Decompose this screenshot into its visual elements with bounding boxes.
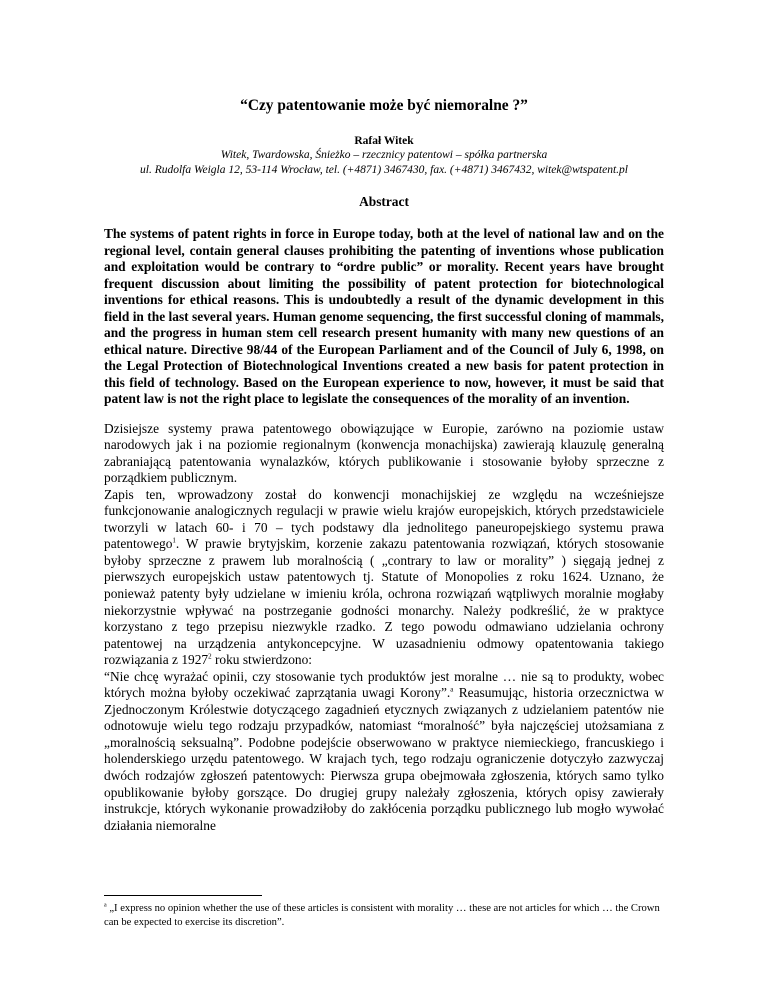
footnote-ref-1: 1 xyxy=(172,536,176,545)
abstract-heading: Abstract xyxy=(359,194,409,209)
body-text xyxy=(104,421,664,835)
footnote xyxy=(104,902,664,929)
document-page xyxy=(104,0,664,834)
affiliation-line-2: ul. Rudolfa Weigla 12, 53-114 Wrocław, tel. (+4871) 3467430, fax. (+4871) 3467432, witek@wtspatent.pl xyxy=(140,164,628,176)
body-paragraph-2-part-b: . W prawie brytyjskim, korzenie zakazu patentowania rozwiązań, których stosowanie byłoby sprzeczne z prawem lub moralnością ( „contrary to law or morality” ) sięgają jednej z pierwszych europejskich ustaw patentowych tj. Statute of Monopolies z roku 1624. Uznano, że ponieważ patenty były udzielane w imieniu króla, ochrona rozwiązań wątpliwych moralnie mogłaby niekorzystnie wpływać na postrzeganie godności monarchy. Należy podkreślić, że w praktyce korzystano z tego przepisu niezwykle rzadko. Z tego powodu odmawiano udzielania ochrony patentowej na urządzenia antykoncepcyjne. W uzasadnieniu odmowy opatentowania takiego rozwiązania z 1927 xyxy=(104,536,664,668)
affiliation-line-1: Witek, Twardowska, Śnieżko – rzecznicy patentowi – spółka partnerska xyxy=(220,149,548,161)
body-paragraph-2-part-a: Zapis ten, wprowadzony został do konwencji monachijskiej ze względu na wcześniejsze funkcjonowanie analogicznych regulacji w prawie wielu krajów europejskich, których przedstawiciele tworzyli w latach 60- i 70 – tych podstawy dla jednolitego paneuropejskiego systemu prawa patentowego xyxy=(104,486,664,552)
body-paragraph-3-part-a: “Nie chcę wyrażać opinii, czy stosowanie tych produktów jest moralne … nie są to produkty, wobec których można byłoby oczekiwać zaprzątania uwagi Korony”. xyxy=(104,668,664,701)
body-paragraph-3-part-b: Reasumując, historia orzecznictwa w Zjednoczonym Królestwie dotyczącego zagadnień etycznych związanych z udzielaniem patentów nie odnotowuje wielu tego rodzaju przypadków, natomiast “moralność” była najczęściej utożsamiana z „moralnością seksualną”. Podobne podejście obserwowano w praktyce niemieckiego, francuskiego i holenderskiego urzędu patentowego. W krajach tych, tego rodzaju ograniczenie dotyczyło zazwyczaj dwóch rodzajów zgłoszeń patentowych: Pierwsza grupa obejmowała zgłoszenia, których samo tylko opublikowanie byłoby gorszące. Do drugiej grupy należały zgłoszenia, których opisy zawierały instrukcje, których wykonanie prowadziłoby do zakłócenia porządku publicznego lub mogło wywołać działania niemoralne xyxy=(104,685,664,833)
footnote-ref-2: 2 xyxy=(208,652,212,661)
paper-title: “Czy patentowanie może być niemoralne ?” xyxy=(240,97,528,114)
footnote-marker: a xyxy=(104,902,107,909)
body-paragraph-2-part-c: roku stwierdzono: xyxy=(211,652,313,668)
footnote-ref-a: a xyxy=(450,685,454,694)
footnote-separator xyxy=(104,895,262,896)
author-name: Rafał Witek xyxy=(354,135,414,147)
footnote-text: „I express no opinion whether the use of these articles is consistent with morality … these are not articles for which … the Crown can be expected to exercise its discretion”. xyxy=(104,903,660,928)
body-paragraph-2 xyxy=(104,487,664,669)
body-paragraph-1: Dzisiejsze systemy prawa patentowego obowiązujące w Europie, zarówno na poziomie ustaw narodowych jak i na poziomie regionalnym (konwencja monachijska) zawierają klauzulę generalną zabraniającą patentowania wynalazków, których publikowanie i stosowanie byłoby sprzeczne z porządkiem publicznym. xyxy=(104,420,664,486)
abstract-text: The systems of patent rights in force in Europe today, both at the level of national law and on the regional level, contain general clauses prohibiting the patenting of inventions whose publication and exploitation would be contrary to “ordre public” or morality. Recent years have brought frequent discussion about limiting the possibility of patent protection for biotechnological inventions for ethical reasons. This is undoubtedly a result of the dynamic development in this field in the last several years. Human genome sequencing, the first successful cloning of mammals, and the progress in human stem cell research present humanity with many new questions of an ethical nature. Directive 98/44 of the European Parliament and of the Council of July 6, 1998, on the Legal Protection of Biotechnological Inventions created a new basis for patent protection in this field of technology. Based on the European experience to now, however, it must be said that patent law is not the right place to legislate the consequences of the morality of an invention. xyxy=(104,226,664,406)
body-paragraph-3 xyxy=(104,669,664,834)
